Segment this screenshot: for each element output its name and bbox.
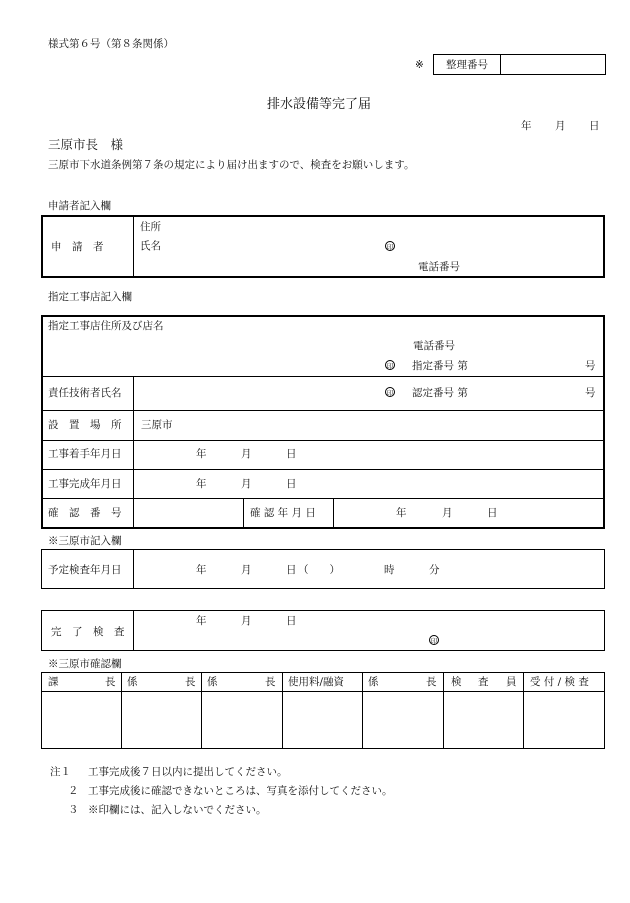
applicant-section-title: 申請者記入欄 [48,200,111,212]
header-fee-loan: 使用料/融資 [288,676,345,688]
final-inspection-box [41,610,605,651]
date-day: 日 [589,120,600,132]
intro-text: 三原市下水道条例第７条の規定により届け出ますので、検査をお願いします。 [48,159,415,171]
header-kacho-1: 課 [48,676,59,688]
header-kakaricho-c-2: 長 [426,676,437,688]
designation-number-go: 号 [585,360,596,372]
confirm-number-label: 確 認 番 号 [48,507,122,519]
note-2-text: 工事完成後に確認できないところは、写真を添付してください。 [88,785,393,797]
final-year: 年 [196,615,207,627]
engineer-label: 責任技術者氏名 [48,387,122,399]
confirm-section-title: ※三原市確認欄 [48,658,122,670]
engineer-seal-icon: 印 [386,389,394,397]
final-day: 日 [286,615,297,627]
final-seal-icon: 印 [430,637,438,645]
header-kakaricho-a-2: 長 [185,676,196,688]
header-reception: 受 付 / 検 査 [530,676,589,688]
header-kacho-2: 長 [105,676,116,688]
note-3-number: ３ [68,804,79,816]
header-inspector-3: 員 [506,676,517,688]
contractor-phone-label: 電話番号 [413,340,455,352]
date-month: 月 [555,120,566,132]
scheduled-month: 月 [241,564,252,576]
scheduled-hour: 時 [384,564,395,576]
location-label: 設 置 場 所 [48,419,122,431]
contractor-section-title: 指定工事店記入欄 [48,291,132,303]
note-3-text: ※印欄には、記入しないでください。 [88,804,267,816]
date-year: 年 [521,120,532,132]
scheduled-year: 年 [196,564,207,576]
contractor-box [41,315,605,529]
final-inspection-label: 完 了 検 査 [51,626,125,638]
confirm-day: 日 [487,507,498,519]
cert-number-go: 号 [585,387,596,399]
kome-mark: ※ [415,59,424,71]
header-kakaricho-b-1: 係 [207,676,218,688]
applicant-seal-icon: 印 [386,243,394,251]
complete-year: 年 [196,478,207,490]
applicant-label: 申 請 者 [51,241,104,253]
scheduled-day: 日 [286,564,297,576]
applicant-address-label: 住所 [140,221,161,233]
cert-number-label: 認定番号 第 [412,387,468,399]
scheduled-minute: 分 [429,564,440,576]
final-month: 月 [241,615,252,627]
designation-number-label: 指定番号 第 [412,360,468,372]
start-date-label: 工事着手年月日 [48,448,122,460]
applicant-phone-label: 電話番号 [418,261,460,273]
scheduled-inspection-label: 予定検査年月日 [48,564,122,576]
start-year: 年 [196,448,207,460]
form-title: 排水設備等完了届 [267,97,372,112]
header-kakaricho-a-1: 係 [127,676,138,688]
confirm-date-label: 確 認 年 月 日 [250,507,316,519]
applicant-box [41,215,605,278]
header-kakaricho-b-2: 長 [265,676,276,688]
addressee: 三原市長 様 [48,137,124,152]
complete-month: 月 [241,478,252,490]
complete-day: 日 [286,478,297,490]
location-value[interactable]: 三原市 [141,419,173,431]
header-inspector-1: 検 [451,676,462,688]
header-kakaricho-c-1: 係 [368,676,379,688]
confirm-month: 月 [442,507,453,519]
start-day: 日 [286,448,297,460]
city-section-title: ※三原市記入欄 [48,535,122,547]
confirm-year: 年 [396,507,407,519]
contractor-shop-label: 指定工事店住所及び店名 [48,320,164,332]
note-2-number: ２ [68,785,79,797]
start-month: 月 [241,448,252,460]
applicant-name-label: 氏名 [140,240,161,252]
form-number: 様式第６号（第８条関係） [48,38,174,50]
reference-number-label: 整理番号 [446,59,488,71]
contractor-seal-icon: 印 [386,362,394,370]
note-1-number: 注１ [50,766,71,778]
note-1-text: 工事完成後７日以内に提出してください。 [88,766,288,778]
complete-date-label: 工事完成年月日 [48,478,122,490]
header-inspector-2: 査 [478,676,489,688]
scheduled-weekday: （ ） [298,564,340,576]
